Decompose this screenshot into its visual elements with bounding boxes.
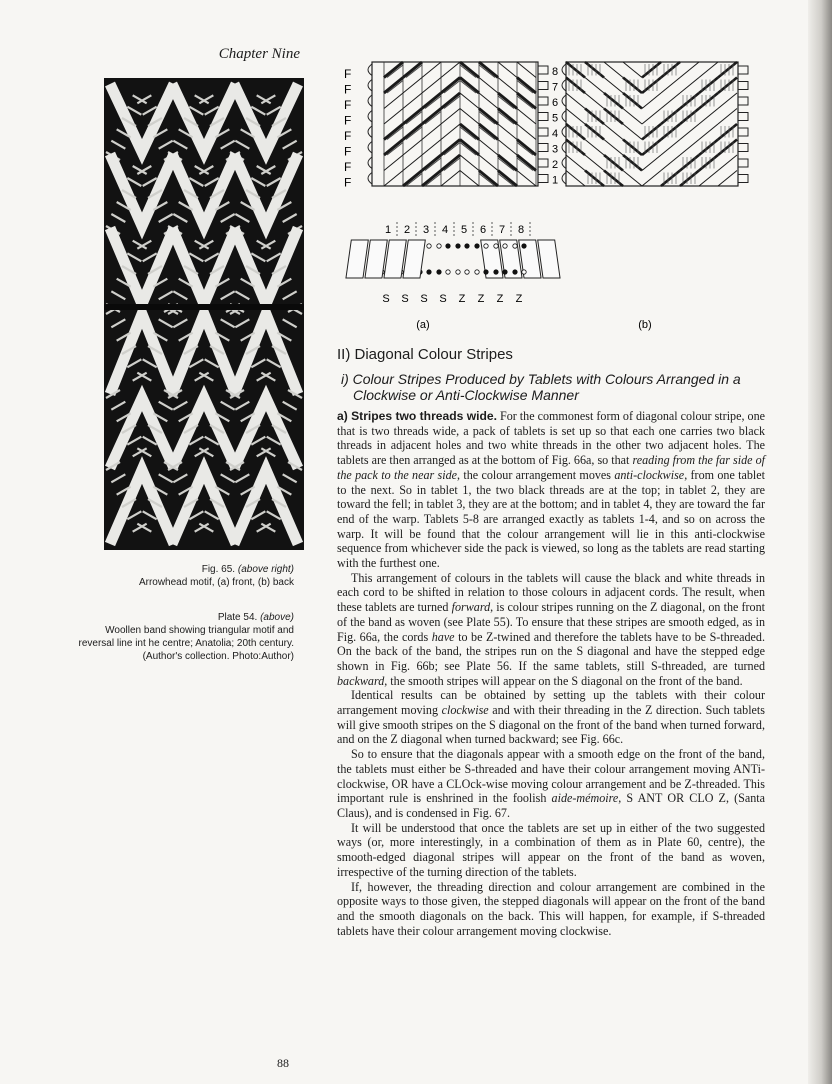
figure-left-label: F (344, 98, 352, 112)
threading-letter: S (439, 293, 447, 305)
tablet-number: 2 (403, 224, 411, 236)
section-subheading: i) Colour Stripes Produced by Tablets with Colours Arranged in a Clockwise or Anti-Clockwise Manner (341, 371, 741, 403)
threading-letter: S (382, 293, 390, 305)
figure-left-label: F (344, 113, 352, 128)
figure-left-label: F (344, 129, 352, 143)
paragraph-2-text-b: , is colour stripes running on the Z diagonal, on the front of the band as woven (see Plate 55). To ensure that these stripes are smooth edged, as in Fig. 66a, the cords (337, 600, 765, 644)
body-text (337, 409, 765, 938)
threading-letter: Z (515, 293, 523, 305)
tablet-number: 3 (422, 224, 430, 236)
woven-band-image (104, 78, 304, 550)
paragraph-4-text-a: So to ensure that the diagonals appear with a smooth edge on the front of the band, the tablets must either be S-threaded and have their colour arrangement moving ANTi-clockwise, OR have a CLOck-wise moving colour arrangement and be Z-threaded. This important rule is enshrined in the foolish (337, 747, 765, 806)
paragraph-1-italic-b: anti-clockwise (614, 467, 685, 482)
cord-number: 7 (552, 81, 559, 94)
paragraph-2-text-a: This arrangement of colours in the tablets will cause the black and white threads in each cord to be shifted in relation to those colours in adjacent cords. The result, when these tablets are turned (337, 570, 765, 615)
paragraph-1-italic-a: reading from the far side of the pack to the near side (337, 453, 765, 482)
plate54-caption (70, 611, 294, 663)
paragraph-1-lead: a) Stripes two threads wide. (337, 409, 497, 423)
fig65-text: Arrowhead motif, (a) front, (b) back (138, 577, 294, 588)
tablet-number: 5 (460, 224, 468, 236)
arrowhead-motif-diagram (340, 50, 770, 340)
figure-left-label: F (344, 82, 352, 97)
figure-left-label: F (344, 160, 352, 174)
threading-letter: Z (477, 293, 485, 305)
plate54-qualifier: (above) (260, 612, 294, 623)
figure-left-label: F (344, 67, 352, 81)
paragraph-3-text-a: Identical results can be obtained by setting up the tablets with their colour arrangement moving (337, 688, 765, 718)
threading-letter: S (401, 293, 409, 305)
section-heading: II) Diagonal Colour Stripes (337, 346, 513, 363)
paragraph-2-italic-b: have (431, 629, 455, 644)
figure-left-label: F (344, 144, 352, 159)
paragraph-4-italic-a: aide-mémoire (551, 791, 619, 806)
chapter-header: Chapter Nine (218, 46, 300, 62)
threading-letter: S (420, 293, 428, 305)
figure-label-b: (b) (638, 319, 652, 331)
fig65-label: Fig. 65. (201, 564, 236, 575)
paragraph-4 (337, 747, 765, 821)
threading-letter: Z (496, 293, 504, 305)
paragraph-3 (337, 688, 765, 747)
page-edge-shadow (808, 0, 832, 1084)
plate-54-photo (104, 78, 304, 550)
fig65-qualifier: (above right) (237, 564, 294, 575)
plate54-label: Plate 54. (217, 612, 258, 623)
page-number: 88 (277, 1056, 289, 1070)
cord-number: 1 (552, 174, 559, 187)
paragraph-4-text-b: , S ANT OR CLO Z, (Santa Claus), and is condensed in Fig. 67. (337, 791, 765, 820)
cord-number: 8 (552, 66, 559, 78)
tablet-number: 4 (441, 224, 449, 236)
cord-number: 3 (552, 143, 559, 156)
paragraph-1-text-a: For the commonest form of diagonal colour stripe, one that is two threads wide, a pack of tablets is set up so that each one carries two black threads in adjacent holes and two white threads in the other two adjacent holes. The tablets are then arranged as at the bottom of Fig. 66a, so that (337, 409, 765, 468)
tablet-number: 1 (384, 224, 392, 236)
plate54-text: Woollen band showing triangular motif and reversal line int he centre; Anatolia; 20th century. (Author's collection. Photo:Author) (78, 625, 294, 662)
paragraph-6: If, however, the threading direction and colour arrangement are combined in the opposite ways to those given, the stepped diagonals will appear on the front of the band and the smooth diagonals on the back. This will happen, for example, if S-threaded tablets have their colour arrangement moving clockwise. (337, 879, 765, 938)
reversal-line (104, 304, 304, 310)
cord-number: 2 (552, 159, 559, 171)
tablet-number: 6 (479, 224, 487, 236)
cord-number: 4 (552, 128, 559, 140)
figure-label-a: (a) (416, 319, 430, 331)
paragraph-2-text-d: , the smooth stripes will appear on the S diagonal on the front of the band. (384, 673, 743, 688)
paragraph-1 (337, 409, 765, 571)
figure-captions (70, 563, 294, 663)
paragraph-3-text-b: and with their threading in the Z direction. Such tablets will give smooth stripes on the S diagonal on the front of the band when turned forward, and on the Z diagonal when turned backward; see Fig. 66c. (337, 703, 765, 747)
paragraph-1-text-c: , from one tablet to the next. So in tablet 1, the two black threads are at the top; in tablet 2, they are toward the fell; in tablet 3, they are at the bottom; and in tablet 4, they are toward the far end of the warp. Tablets 5-8 are arranged exactly as tablets 1-4, and so on across the warp. It will be found that the colour arrangement will lie in this anti-clockwise sequence from whichever side the pack is viewed, so long as the tablets are read starting with the furthest one. (337, 467, 765, 571)
tablet-number: 7 (498, 224, 506, 236)
fig-65-diagram (340, 50, 770, 340)
threading-letter: Z (458, 293, 466, 305)
paragraph-1-text-b: , the colour arrangement moves (457, 467, 615, 482)
paragraph-3-italic-a: clockwise (441, 703, 489, 718)
paragraph-5: It will be understood that once the tablets are set up in either of the two suggested ways (or, more interestingly, in a combination of them as in Plate 60, centre), the smooth-edged diagonal stripes will appear on the front of the band as woven, irrespective of the turning direction of the tablets. (337, 820, 765, 879)
paragraph-2-italic-c: backward (337, 673, 385, 688)
cord-number: 6 (552, 97, 559, 109)
fig65-caption (70, 563, 294, 589)
figure-left-label: F (344, 175, 352, 190)
paragraph-2-italic-a: forward (451, 600, 491, 615)
main-text-column (337, 346, 765, 938)
paragraph-2-text-c: to be Z-twined and therefore the tablets have to be S-threaded. On the back of the band, the stripes run on the S diagonal and have the stepped edge shown in Fig. 66b; see Plate 56. If the same tablets, still S-threaded, are turned (337, 629, 765, 673)
paragraph-2 (337, 571, 765, 689)
cord-number: 5 (552, 112, 559, 125)
tablet-number: 8 (517, 224, 525, 236)
